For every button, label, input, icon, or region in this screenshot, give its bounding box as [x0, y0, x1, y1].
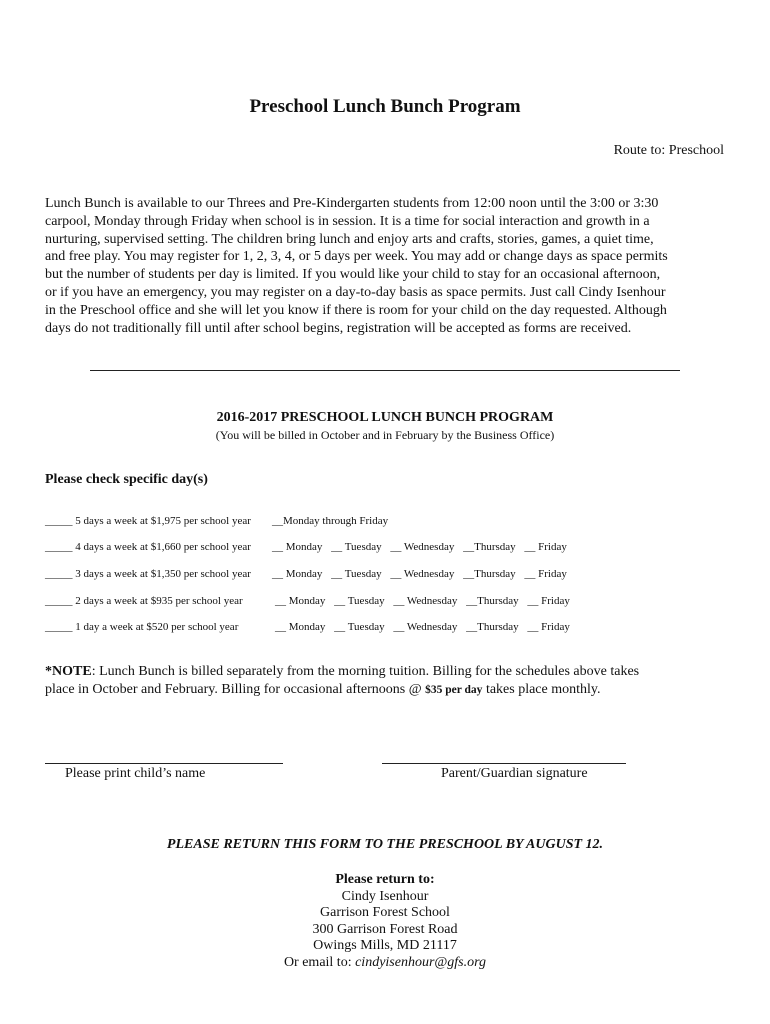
option-1-day-label[interactable]: _____ 1 day a week at $520 per school year	[45, 621, 239, 633]
child-name-label: Please print child’s name	[65, 766, 206, 781]
page-title: Preschool Lunch Bunch Program	[249, 96, 521, 117]
contact-email-line	[0, 955, 770, 972]
day-friday[interactable]: __ Friday	[527, 621, 570, 633]
option-3-days-label[interactable]: _____ 3 days a week at $1,350 per school year	[45, 568, 251, 580]
contact-city: Owings Mills, MD 21117	[313, 938, 457, 954]
option-5-days-label[interactable]: _____ 5 days a week at $1,975 per school year	[45, 515, 251, 527]
day-monday[interactable]: __ Monday	[275, 621, 326, 633]
intro-line: nurturing, supervised setting. The children bring lunch and enjoy arts and crafts, stories, games, a quiet time,	[45, 231, 654, 247]
note-text-1: : Lunch Bunch is billed separately from the morning tuition. Billing for the schedules above takes	[91, 664, 640, 679]
note-text-2: place in October and February. Billing for occasional afternoons @	[45, 682, 426, 697]
intro-line: or if you have an emergency, you may register on a day-to-day basis as space permits. Just call Cindy Isenhour	[45, 284, 666, 300]
day-tuesday[interactable]: __ Tuesday	[331, 568, 382, 580]
child-name-line[interactable]	[45, 763, 283, 764]
option-2-days-label[interactable]: _____ 2 days a week at $935 per school year	[45, 595, 243, 607]
day-monday[interactable]: __ Monday	[272, 568, 323, 580]
day-monday[interactable]: __ Monday	[272, 541, 323, 553]
intro-line: and free play. You may register for 1, 2, 3, 4, or 5 days per week. You may add or change days as space permits	[45, 249, 668, 265]
billing-note: (You will be billed in October and in February by the Business Office)	[215, 428, 555, 442]
option-4-days-label[interactable]: _____ 4 days a week at $1,660 per school year	[45, 541, 251, 553]
option-3-days-days	[272, 568, 573, 580]
day-thursday[interactable]: __Thursday	[463, 568, 516, 580]
intro-line: in the Preschool office and she will let you know if there is room for your child on the day requested. Although	[45, 302, 667, 318]
check-days-heading: Please check specific day(s)	[45, 472, 208, 487]
day-monday[interactable]: __ Monday	[275, 595, 326, 607]
intro-line: Lunch Bunch is available to our Threes and Pre-Kindergarten students from 12:00 noon until the 3:00 or 3:30	[45, 196, 659, 211]
email-link[interactable]: cindyisenhour@gfs.org	[355, 954, 487, 970]
parent-signature-line[interactable]	[382, 763, 626, 764]
option-4-days-days	[272, 541, 573, 553]
note-line-2	[45, 681, 735, 699]
parent-signature-label: Parent/Guardian signature	[441, 766, 588, 781]
day-friday[interactable]: __ Friday	[524, 568, 567, 580]
day-wednesday[interactable]: __ Wednesday	[393, 621, 458, 633]
intro-line: carpool, Monday through Friday when school is in session. It is a time for social interaction and growth in a	[45, 213, 650, 229]
occasional-price: $35 per day	[425, 684, 483, 696]
day-thursday[interactable]: __Thursday	[466, 595, 519, 607]
day-thursday[interactable]: __Thursday	[466, 621, 519, 633]
option-5-days-days	[272, 515, 394, 527]
billing-note-paragraph	[45, 663, 735, 699]
note-line-1	[45, 663, 735, 681]
day-wednesday[interactable]: __ Wednesday	[393, 595, 458, 607]
section-divider	[90, 370, 680, 371]
return-instruction: PLEASE RETURN THIS FORM TO THE PRESCHOOL BY AUGUST 12.	[166, 837, 604, 852]
contact-street: 300 Garrison Forest Road	[312, 921, 458, 937]
intro-line: days do not traditionally fill until after school begins, registration will be accepted as forms are received.	[45, 320, 632, 336]
day-friday[interactable]: __ Friday	[527, 595, 570, 607]
intro-paragraph	[45, 195, 727, 337]
return-address-heading: Please return to:	[335, 872, 435, 887]
day-tuesday[interactable]: __ Tuesday	[334, 621, 385, 633]
day-wednesday[interactable]: __ Wednesday	[390, 541, 455, 553]
day-tuesday[interactable]: __ Tuesday	[331, 541, 382, 553]
return-address-block	[0, 872, 770, 972]
option-1-day-days	[275, 621, 576, 633]
day-wednesday[interactable]: __ Wednesday	[390, 568, 455, 580]
route-label: Route to: Preschool	[613, 143, 724, 158]
note-label: *NOTE	[45, 664, 92, 679]
program-title: 2016-2017 PRESCHOOL LUNCH BUNCH PROGRAM	[216, 410, 554, 425]
contact-name: Cindy Isenhour	[341, 888, 429, 904]
intro-line: but the number of students per day is limited. If you would like your child to stay for an occasional afternoon,	[45, 267, 661, 283]
day-thursday[interactable]: __Thursday	[463, 541, 516, 553]
day-tuesday[interactable]: __ Tuesday	[334, 595, 385, 607]
note-text-3: takes place monthly.	[482, 682, 601, 697]
contact-school: Garrison Forest School	[320, 905, 450, 921]
day-monday-through-friday[interactable]: __Monday through Friday	[272, 515, 389, 527]
day-friday[interactable]: __ Friday	[524, 541, 567, 553]
option-2-days-days	[275, 595, 576, 607]
email-prefix: Or email to:	[283, 954, 356, 970]
